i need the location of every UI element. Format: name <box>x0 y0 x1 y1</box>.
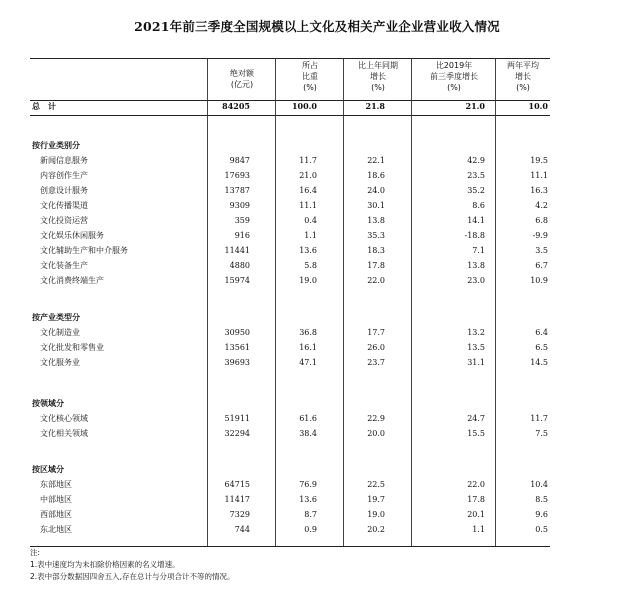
section-heading <box>30 462 550 477</box>
cell-c1: 11417 <box>224 495 250 504</box>
header-line: 绝对额 <box>230 69 254 78</box>
table-row <box>30 477 550 492</box>
row-label: 创意设计服务 <box>40 186 88 195</box>
cell-c2: 38.4 <box>299 429 317 438</box>
row-label: 中部地区 <box>40 495 72 504</box>
row-label: 文化投资运营 <box>40 216 88 225</box>
header-line: (%) <box>516 83 530 92</box>
cell-c5: 6.5 <box>535 343 548 352</box>
table-row <box>30 507 550 522</box>
footnote: 2.表中部分数据因四舍五入,存在总计与分项合计不等的情况。 <box>30 572 235 581</box>
page-title: 2021年前三季度全国规模以上文化及相关产业企业营业收入情况 <box>134 19 500 34</box>
cell-c1: 7329 <box>229 510 250 519</box>
row-label: 新闻信息服务 <box>40 156 88 165</box>
footnotes <box>30 547 235 583</box>
cell-c2: 100.0 <box>291 101 317 111</box>
cell-c5: 0.5 <box>535 525 548 534</box>
cell-c5: -9.9 <box>532 231 548 240</box>
header-line: 比2019年 <box>435 61 473 70</box>
header-line: 增长 <box>370 72 386 81</box>
footnote: 注: <box>30 548 41 557</box>
cell-c4: 1.1 <box>472 525 485 534</box>
cell-c1: 13787 <box>224 186 250 195</box>
header-line: (%) <box>371 83 385 92</box>
row-label: 按领域分 <box>32 399 64 408</box>
row-label: 总 计 <box>32 102 56 111</box>
header-amount <box>209 68 275 90</box>
cell-c4: 23.0 <box>467 276 485 285</box>
cell-c3: 22.9 <box>367 414 385 423</box>
cell-c5: 19.5 <box>530 156 548 165</box>
cell-c2: 16.1 <box>299 343 317 352</box>
section-heading <box>30 138 550 153</box>
cell-c1: 916 <box>234 231 250 240</box>
cell-c3: 35.3 <box>367 231 385 240</box>
header-yoy <box>345 60 411 93</box>
cell-c2: 11.1 <box>299 201 317 210</box>
cell-c1: 744 <box>234 525 250 534</box>
header-two-year-avg <box>497 60 549 93</box>
cell-c4: 15.5 <box>467 429 485 438</box>
cell-c3: 13.8 <box>367 216 385 225</box>
header-line: 比上年同期 <box>358 61 398 70</box>
header-line: 前三季度增长 <box>430 72 478 81</box>
cell-c5: 6.8 <box>535 216 548 225</box>
table-row <box>30 258 550 273</box>
cell-c4: 13.8 <box>467 261 485 270</box>
table-row <box>30 168 550 183</box>
cell-c3: 30.1 <box>367 201 385 210</box>
table-row <box>30 426 550 441</box>
cell-c3: 22.0 <box>367 276 385 285</box>
row-label: 文化传播渠道 <box>40 201 88 210</box>
table-row <box>30 183 550 198</box>
cell-c1: 30950 <box>224 328 250 337</box>
cell-c2: 11.7 <box>299 156 317 165</box>
table-row <box>30 153 550 168</box>
row-label: 文化核心领域 <box>40 414 88 423</box>
row-label: 按产业类型分 <box>32 313 80 322</box>
cell-c1: 17693 <box>224 171 250 180</box>
cell-c2: 0.4 <box>304 216 317 225</box>
cell-c5: 4.2 <box>535 201 548 210</box>
table-row <box>30 228 550 243</box>
cell-c2: 0.9 <box>304 525 317 534</box>
row-label: 文化娱乐休闲服务 <box>40 231 104 240</box>
cell-c4: 17.8 <box>467 495 485 504</box>
cell-c2: 36.8 <box>299 328 317 337</box>
cell-c5: 10.4 <box>530 480 548 489</box>
total-row <box>30 99 550 114</box>
cell-c1: 4880 <box>229 261 250 270</box>
header-line: (亿元) <box>230 80 254 89</box>
cell-c1: 51911 <box>224 414 250 423</box>
cell-c3: 20.2 <box>367 525 385 534</box>
row-label: 按区域分 <box>32 465 64 474</box>
cell-c2: 47.1 <box>299 358 317 367</box>
cell-c5: 6.4 <box>535 328 548 337</box>
cell-c4: 42.9 <box>467 156 485 165</box>
cell-c4: 31.1 <box>467 358 485 367</box>
cell-c4: 20.1 <box>467 510 485 519</box>
cell-c2: 13.6 <box>299 495 317 504</box>
section-heading <box>30 310 550 325</box>
cell-c1: 39693 <box>224 358 250 367</box>
cell-c1: 9847 <box>229 156 250 165</box>
cell-c1: 13561 <box>224 343 250 352</box>
table-row <box>30 325 550 340</box>
header-vs-2019 <box>413 60 495 93</box>
cell-c3: 18.3 <box>367 246 385 255</box>
cell-c4: -18.8 <box>464 231 485 240</box>
cell-c5: 6.7 <box>535 261 548 270</box>
header-line: 所占 <box>302 61 318 70</box>
cell-c4: 13.2 <box>467 328 485 337</box>
cell-c3: 20.0 <box>367 429 385 438</box>
cell-c1: 9309 <box>229 201 250 210</box>
cell-c3: 22.1 <box>367 156 385 165</box>
header-line: 两年平均 <box>507 61 539 70</box>
cell-c3: 19.7 <box>367 495 385 504</box>
cell-c5: 3.5 <box>535 246 548 255</box>
cell-c1: 32294 <box>224 429 250 438</box>
cell-c2: 16.4 <box>299 186 317 195</box>
table-row <box>30 355 550 370</box>
cell-c2: 5.8 <box>304 261 317 270</box>
cell-c2: 13.6 <box>299 246 317 255</box>
cell-c5: 7.5 <box>535 429 548 438</box>
row-label: 文化装备生产 <box>40 261 88 270</box>
cell-c3: 24.0 <box>367 186 385 195</box>
cell-c1: 359 <box>234 216 250 225</box>
header-line: (%) <box>303 83 317 92</box>
cell-c4: 13.5 <box>467 343 485 352</box>
table-row <box>30 411 550 426</box>
row-label: 内容创作生产 <box>40 171 88 180</box>
cell-c5: 10.0 <box>528 101 548 111</box>
cell-c4: 35.2 <box>467 186 485 195</box>
header-line: 增长 <box>515 72 531 81</box>
cell-c4: 14.1 <box>467 216 485 225</box>
row-label: 西部地区 <box>40 510 72 519</box>
cell-c4: 21.0 <box>465 101 485 111</box>
total-divider <box>30 115 550 116</box>
table-row <box>30 213 550 228</box>
cell-c1: 15974 <box>224 276 250 285</box>
row-label: 东部地区 <box>40 480 72 489</box>
row-label: 文化辅助生产和中介服务 <box>40 246 128 255</box>
cell-c5: 16.3 <box>530 186 548 195</box>
row-label: 文化批发和零售业 <box>40 343 104 352</box>
cell-c1: 84205 <box>222 101 250 111</box>
table-row <box>30 492 550 507</box>
cell-c5: 11.7 <box>530 414 548 423</box>
cell-c2: 8.7 <box>304 510 317 519</box>
row-label: 文化消费终端生产 <box>40 276 104 285</box>
cell-c5: 10.9 <box>530 276 548 285</box>
cell-c4: 24.7 <box>467 414 485 423</box>
cell-c2: 19.0 <box>299 276 317 285</box>
row-label: 按行业类别分 <box>32 141 80 150</box>
footnote: 1.表中速度均为未扣除价格因素的名义增速。 <box>30 560 180 569</box>
cell-c2: 61.6 <box>299 414 317 423</box>
header-line: 比重 <box>302 72 318 81</box>
cell-c3: 19.0 <box>367 510 385 519</box>
cell-c4: 23.5 <box>467 171 485 180</box>
cell-c1: 64715 <box>224 480 250 489</box>
table-row <box>30 243 550 258</box>
cell-c3: 23.7 <box>367 358 385 367</box>
cell-c2: 1.1 <box>304 231 317 240</box>
cell-c5: 9.6 <box>535 510 548 519</box>
header-line: (%) <box>447 83 461 92</box>
cell-c4: 7.1 <box>472 246 485 255</box>
cell-c3: 21.8 <box>365 101 385 111</box>
section-heading <box>30 396 550 411</box>
table-row <box>30 198 550 213</box>
cell-c3: 22.5 <box>367 480 385 489</box>
cell-c5: 14.5 <box>530 358 548 367</box>
cell-c4: 22.0 <box>467 480 485 489</box>
row-label: 文化服务业 <box>40 358 80 367</box>
cell-c3: 17.8 <box>367 261 385 270</box>
cell-c3: 18.6 <box>367 171 385 180</box>
header-share <box>277 60 343 93</box>
cell-c1: 11441 <box>224 246 250 255</box>
row-label: 文化相关领域 <box>40 429 88 438</box>
cell-c3: 26.0 <box>367 343 385 352</box>
cell-c4: 8.6 <box>472 201 485 210</box>
cell-c5: 8.5 <box>535 495 548 504</box>
row-label: 东北地区 <box>40 525 72 534</box>
cell-c2: 76.9 <box>299 480 317 489</box>
cell-c2: 21.0 <box>299 171 317 180</box>
cell-c3: 17.7 <box>367 328 385 337</box>
table-row <box>30 340 550 355</box>
table-row <box>30 522 550 537</box>
row-label: 文化制造业 <box>40 328 80 337</box>
cell-c5: 11.1 <box>530 171 548 180</box>
table-row <box>30 273 550 288</box>
